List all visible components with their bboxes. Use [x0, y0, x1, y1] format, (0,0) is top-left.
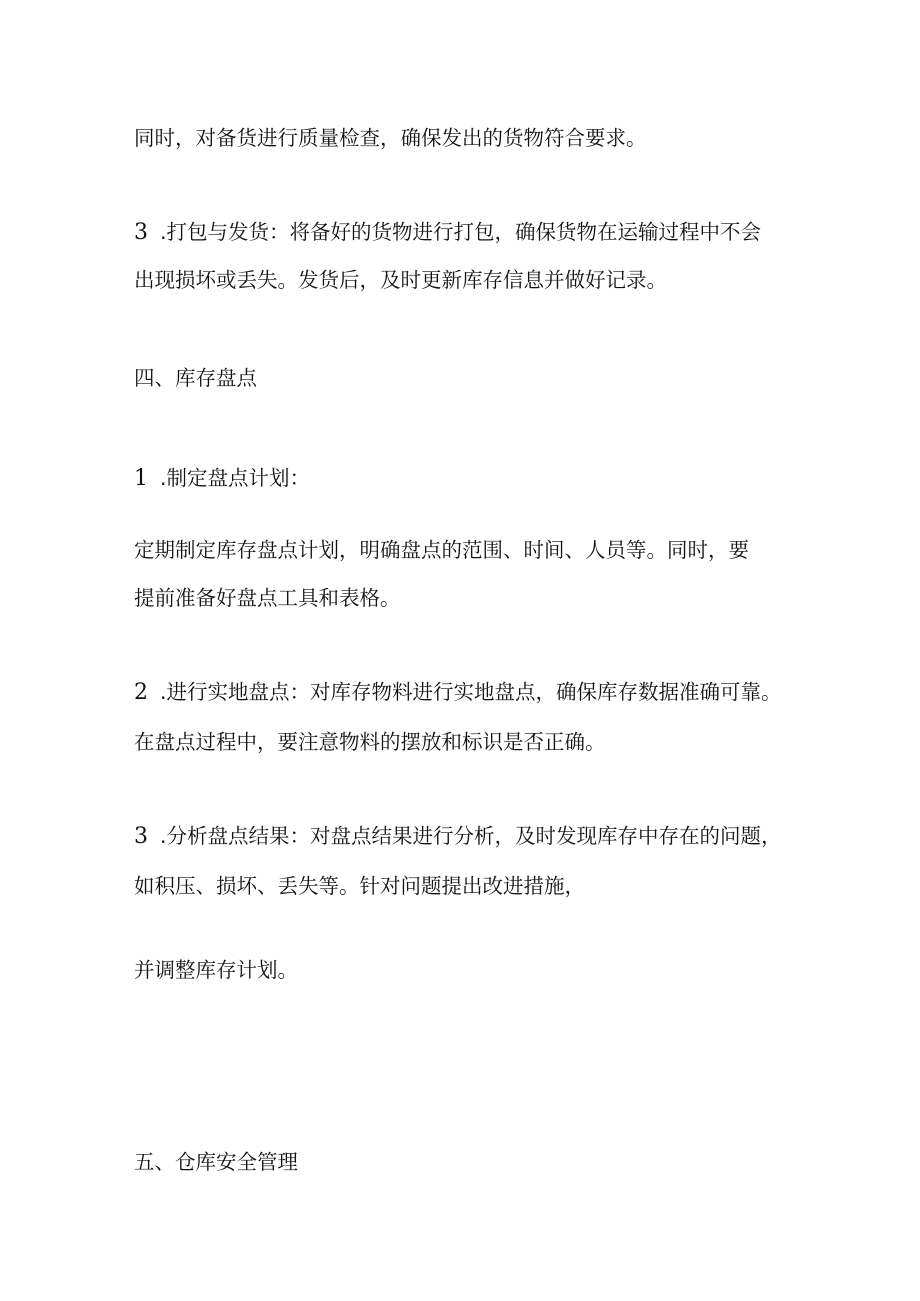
- heading-text: 四、库存盘点: [134, 366, 257, 390]
- paragraph-line: [134, 956, 298, 984]
- text: 定期制定库存盘点计划，明确盘点的范围、时间、人员等。同时，要: [134, 538, 749, 562]
- paragraph-line: [134, 584, 401, 612]
- list-number: 2: [134, 680, 148, 705]
- list-number: 3: [134, 824, 148, 849]
- list-item-3b-line-2: [134, 872, 585, 900]
- list-item-2-line-2: [134, 728, 606, 756]
- text: .制定盘点计划：: [160, 466, 311, 490]
- text: 提前准备好盘点工具和表格。: [134, 586, 401, 610]
- text: .分析盘点结果：对盘点结果进行分析，及时发现库存中存在的问题，: [160, 824, 782, 848]
- paragraph-line: [134, 536, 749, 564]
- text: .进行实地盘点：对库存物料进行实地盘点，确保库存数据准确可靠。: [160, 680, 782, 704]
- list-item-3-line-2: [134, 266, 667, 294]
- text: 并调整库存计划。: [134, 958, 298, 982]
- list-number: 1: [134, 466, 148, 491]
- list-item-2-line-1: [134, 678, 782, 707]
- list-number: 3: [134, 220, 148, 245]
- section-heading-5: [134, 1148, 298, 1176]
- text: 同时，对备货进行质量检查，确保发出的货物符合要求。: [134, 126, 647, 150]
- text: 如积压、损坏、丢失等。针对问题提出改进措施，: [134, 874, 585, 898]
- text: 出现损坏或丢失。发货后，及时更新库存信息并做好记录。: [134, 268, 667, 292]
- text: .打包与发货：将备好的货物进行打包，确保货物在运输过程中不会: [160, 220, 762, 244]
- heading-text: 五、仓库安全管理: [134, 1150, 298, 1174]
- section-heading-4: [134, 364, 257, 392]
- list-item-1: [134, 464, 310, 493]
- list-item-3-line-1: [134, 218, 761, 247]
- text: 在盘点过程中，要注意物料的摆放和标识是否正确。: [134, 730, 606, 754]
- paragraph-line: [134, 124, 647, 152]
- list-item-3b-line-1: [134, 822, 782, 851]
